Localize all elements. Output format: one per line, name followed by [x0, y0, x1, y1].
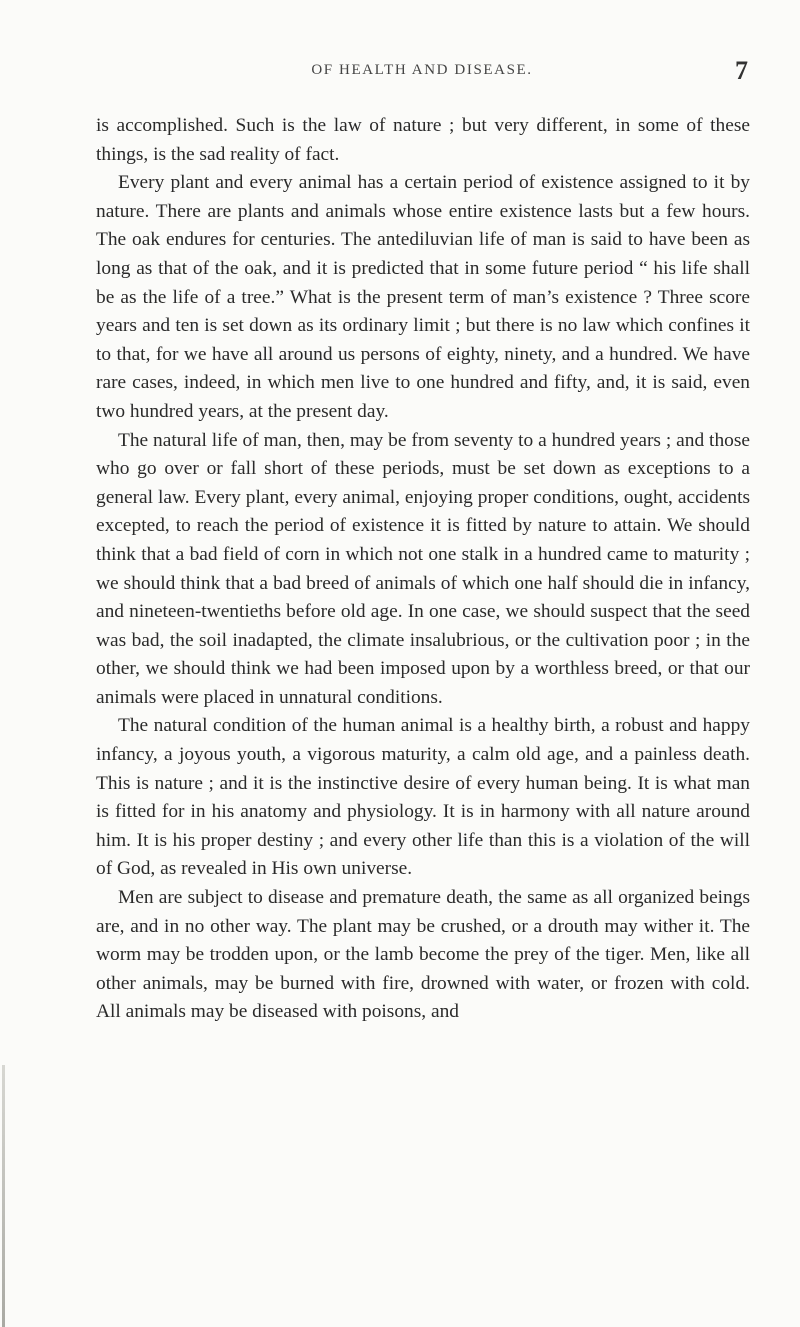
paragraph-continuation: is accomplished. Such is the law of nature ; but very different, in some of these things, is the sad reality of fact. — [96, 115, 750, 165]
paragraph-natural-condition: The natural condition of the human animal is a healthy birth, a robust and happy infancy, a joyous youth, a vigorous maturity, a calm old age, and a painless death. This is nature ; and it is the instinctive desire of every human being. It is what man is fitted for in his anatomy and physiology. It is in harmony with all nature around him. It is his proper destiny ; and every other life than this is a violation of the will of God, as revealed in His own universe. — [96, 715, 750, 880]
paragraph-disease: Men are subject to disease and premature death, the same as all organized beings are, and in no other way. The plant may be crushed, or a drouth may wither it. The worm may be trodden upon, or the lamb become the prey of the tiger. Men, like all other animals, may be burned with fire, drowned with water, or frozen with cold. All animals may be diseased with poisons, and — [96, 887, 750, 1023]
page-edge-shadow — [2, 1065, 5, 1327]
running-title: OF HEALTH AND DISEASE. — [311, 62, 533, 78]
paragraph-natural-life: The natural life of man, then, may be from seventy to a hundred years ; and those who go over or fall short of these periods, must be set down as exceptions to a general law. Every plant, every animal, enjoying proper conditions, ought, accidents excepted, to reach the period of existence it is fitted by nature to attain. We should think that a bad field of corn in which not one stalk in a hundred came to maturity ; we should think that a bad breed of animals of which one half should die in infancy, and nineteen-twentieths before old age. In one case, we should suspect that the seed was bad, the soil inadapted, the climate insalubrious, or the cultivation poor ; in the other, we should think we had been imposed upon by a worthless breed, or that our animals were placed in unnatural conditions. — [96, 429, 750, 708]
body-text — [96, 112, 750, 1027]
running-head — [96, 58, 748, 88]
page-number: 7 — [735, 56, 748, 85]
paragraph-lifespan: Every plant and every animal has a certain period of existence assigned to it by nature. There are plants and animals whose entire existence lasts but a few hours. The oak endures for centuries. The antediluvian life of man is said to have been as long as that of the oak, and it is predicted that in some future period “ his life shall be as the life of a tree.” What is the present term of man’s existence ? Three score years and ten is set down as its ordinary limit ; but there is no law which confines it to that, for we have all around us persons of eighty, ninety, and a hundred. We have rare cases, indeed, in which men live to one hundred and fifty, and, it is said, even two hundred years, at the present day. — [96, 172, 750, 422]
